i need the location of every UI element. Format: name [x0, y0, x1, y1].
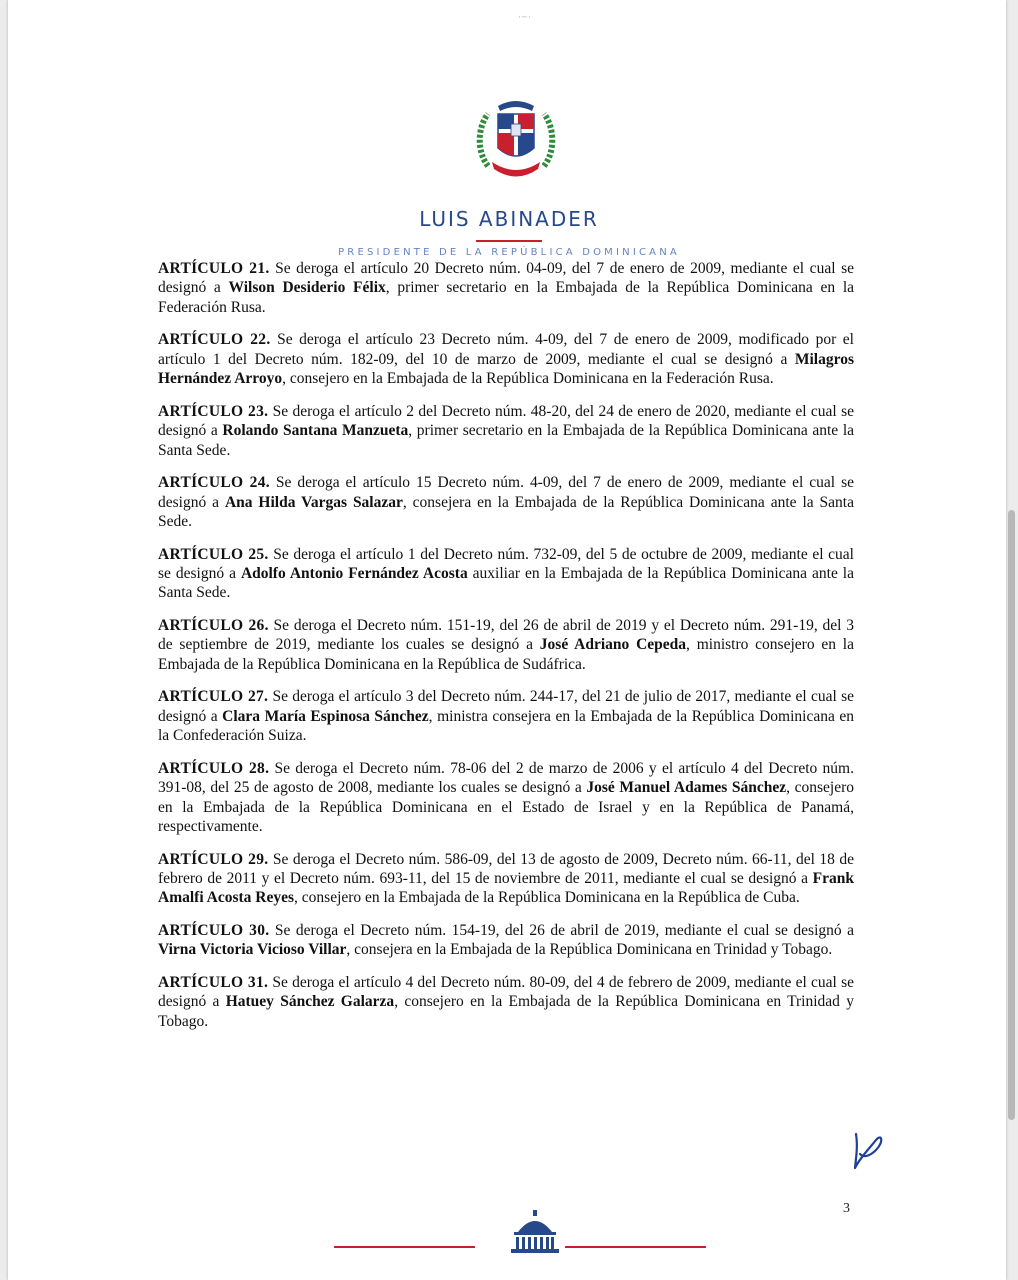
- article-26: ARTÍCULO 26. Se deroga el Decreto núm. 151-19, del 26 de abril de 2019 y el Decreto núm. 291-19, del 3 de septiembre de 2019, mediante los cuales se designó a José Adriano Cepeda, ministro consejero en la Embajada de la República Dominicana en la República de Sudáfrica.: [158, 617, 854, 673]
- article-30: ARTÍCULO 30. Se deroga el Decreto núm. 154-19, del 26 de abril de 2019, mediante el cual se designó a Virna Victoria Vicioso Villar, consejera en la Embajada de la República Dominicana en Trinidad y Tobago.: [158, 922, 854, 959]
- coat-of-arms-seal: [474, 96, 558, 184]
- article-31: ARTÍCULO 31. Se deroga el artículo 4 del Decreto núm. 80-09, del 4 de febrero de 2009, mediante el cual se designó a Hatuey Sánchez Galarza, consejero en la Embajada de la República Dominicana en Trinidad y Tobago.: [158, 974, 854, 1030]
- scrollbar-thumb[interactable]: [1008, 510, 1015, 1120]
- page-number: 3: [843, 1201, 850, 1216]
- article-29: ARTÍCULO 29. Se deroga el Decreto núm. 586-09, del 13 de agosto de 2009, Decreto núm. 66-11, del 18 de febrero de 2011 y el Decreto núm. 693-11, del 15 de noviembre de 2011, mediante el cual se designó a Frank Amalfi Acosta Reyes, consejero en la Embajada de la República Dominicana en la República de Cuba.: [158, 850, 854, 907]
- article-23: ARTÍCULO 23. Se deroga el artículo 2 del Decreto núm. 48-20, del 24 de enero de 2020, mediante el cual se designó a Rolando Santana Manzueta, primer secretario en la Embajada de la República Dominicana ante la Santa Sede.: [158, 402, 855, 459]
- scan-mark: ·~·: [518, 12, 532, 22]
- footer-divider-left: [334, 1246, 475, 1248]
- article-22: ARTÍCULO 22. Se deroga el artículo 23 Decreto núm. 4-09, del 7 de enero de 2009, modificado por el artículo 1 del Decreto núm. 182-09, del 10 de marzo de 2009, mediante el cual se designó a Milagros Hernández Arroyo, consejero en la Embajada de la República Dominicana en la Federación Rusa.: [158, 331, 854, 388]
- president-title: PRESIDENTE DE LA REPÚBLICA DOMINICANA: [338, 247, 680, 258]
- footer-divider-right: [565, 1246, 706, 1248]
- articles-list: [158, 259, 854, 1044]
- handwritten-initials: [850, 1128, 886, 1174]
- president-name: LUIS ABINADER: [419, 207, 599, 231]
- article-25: ARTÍCULO 25. Se deroga el artículo 1 del Decreto núm. 732-09, del 5 de octubre de 2009, mediante el cual se designó a Adolfo Antonio Fernández Acosta auxiliar en la Embajada de la República Dominicana ante la Santa Sede.: [158, 545, 854, 602]
- article-28: ARTÍCULO 28. Se deroga el Decreto núm. 78-06 del 2 de marzo de 2006 y el artículo 4 del Decreto núm. 391-08, del 25 de agosto de 2008, mediante los cuales se designó a José Manuel Adames Sánchez, consejero en la Embajada de la República Dominicana en el Estado de Israel y en la República de Panamá, respectivamente.: [158, 759, 854, 836]
- national-palace-dome-icon: [508, 1208, 562, 1254]
- article-27: ARTÍCULO 27. Se deroga el artículo 3 del Decreto núm. 244-17, del 21 de julio de 2017, mediante el cual se designó a Clara María Espinosa Sánchez, ministra consejera en la Embajada de la República Dominicana en la Confederación Suiza.: [158, 688, 854, 745]
- header-divider: [476, 240, 542, 242]
- article-21: ARTÍCULO 21. Se deroga el artículo 20 Decreto núm. 04-09, del 7 de enero de 2009, mediante el cual se designó a Wilson Desiderio Félix, primer secretario en la Embajada de la República Dominicana en la Federación Rusa.: [158, 260, 855, 316]
- article-24: ARTÍCULO 24. Se deroga el artículo 15 Decreto núm. 4-09, del 7 de enero de 2009, mediante el cual se designó a Ana Hilda Vargas Salazar, consejera en la Embajada de la República Dominicana ante la Santa Sede.: [158, 474, 854, 531]
